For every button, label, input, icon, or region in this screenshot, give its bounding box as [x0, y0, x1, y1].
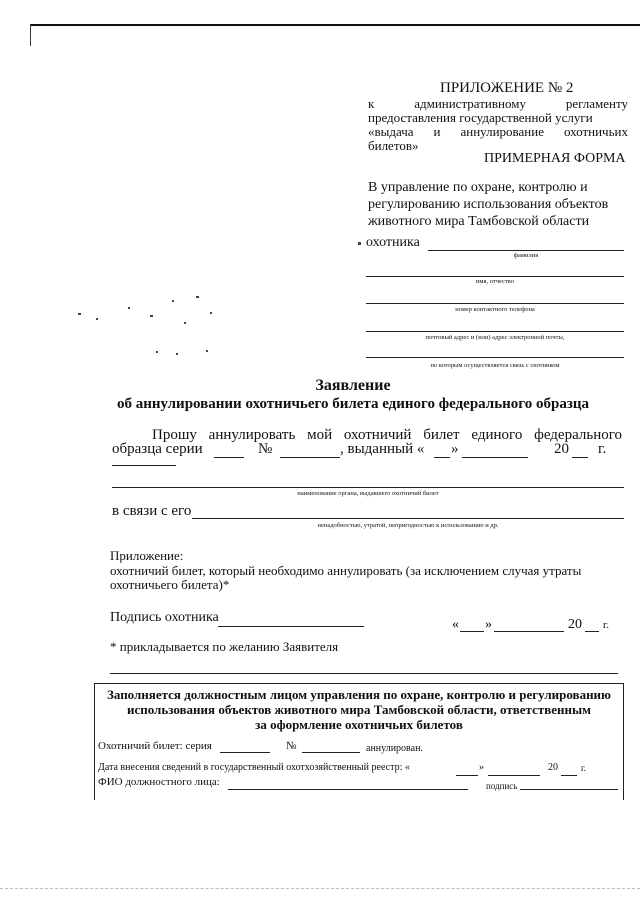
addressee-line-3: животного мира Тамбовской области — [368, 214, 590, 229]
issued-year-field[interactable] — [572, 457, 588, 458]
number-field[interactable] — [280, 457, 340, 458]
sample-form-label: ПРИМЕРНАЯ ФОРМА — [484, 151, 626, 166]
official-signature-label: подпись — [486, 781, 518, 791]
phone-caption: номер контактного телефона — [455, 306, 535, 313]
name-caption: имя, отчество — [475, 278, 515, 285]
registry-label: Дата внесения сведений в государственный охотхозяйственный реестр: « — [98, 762, 410, 773]
address-caption: почтовый адрес и (или) адрес электронной почты, — [425, 334, 565, 341]
issued-day-field[interactable] — [434, 457, 450, 458]
scan-speck — [150, 315, 153, 317]
signature-year-prefix: 20 — [568, 617, 582, 632]
attachment-label: Приложение: — [110, 548, 184, 563]
official-heading-1: Заполняется должностным лицом управления по охране, контролю и регулированию — [107, 687, 611, 702]
body-word: мой — [307, 427, 333, 443]
reg-word: аннулирование — [460, 124, 544, 139]
reason-field[interactable] — [192, 518, 624, 519]
ticket-status: аннулирован. — [366, 743, 423, 754]
scan-speck — [128, 307, 130, 309]
page-border-top — [30, 24, 640, 26]
attachment-line-1: охотничий билет, который необходимо аннулировать (за исключением случая утраты — [110, 563, 582, 578]
body-word: Прошу — [152, 427, 197, 443]
attachment-line-2: охотничьего билета)* — [110, 577, 230, 592]
signature-label: Подпись охотника — [110, 610, 219, 625]
document-subtitle: об аннулировании охотничьего билета единого федерального образца — [116, 396, 589, 412]
scan-speck — [184, 322, 186, 324]
continuation-field[interactable] — [112, 465, 176, 466]
issued-quote-close: » — [451, 441, 459, 457]
reg-word: регламенту — [565, 96, 628, 111]
reg-word: административному — [414, 96, 526, 111]
signature-year-suffix: г. — [603, 619, 610, 631]
body-word: охотничий — [343, 427, 412, 443]
footnote-divider — [110, 673, 618, 674]
signature-year-field[interactable] — [585, 631, 599, 632]
issued-month-field[interactable] — [462, 457, 528, 458]
body-word: федерального — [534, 427, 622, 443]
official-signature-field[interactable] — [520, 789, 618, 790]
scan-speck — [196, 296, 199, 298]
body-word: единого — [471, 427, 523, 443]
signature-date-open: « — [452, 617, 459, 632]
signature-month-field[interactable] — [494, 631, 564, 632]
scan-speck — [96, 318, 98, 320]
surname-field[interactable] — [428, 250, 624, 251]
registry-quote-close: » — [479, 762, 484, 773]
official-name-label: ФИО должностного лица: — [98, 776, 220, 788]
signature-field[interactable] — [218, 626, 364, 627]
ticket-label: Охотничий билет: серия — [98, 740, 212, 752]
registry-year-prefix: 20 — [548, 762, 558, 773]
registry-year-field[interactable] — [561, 775, 577, 776]
issuer-field[interactable] — [112, 487, 624, 488]
ticket-number-sign: № — [286, 740, 297, 752]
surname-caption: фамилия — [513, 252, 539, 259]
footnote: * прикладывается по желанию Заявителя — [110, 639, 339, 654]
number-sign: № — [258, 441, 273, 457]
scan-speck — [210, 312, 212, 314]
issued-label: , выданный « — [340, 441, 425, 457]
ticket-number-field[interactable] — [302, 752, 360, 753]
signature-day-field[interactable] — [460, 631, 484, 632]
series-label: образца серии — [112, 441, 203, 457]
contact-caption: по которым осуществляется связь с охотником — [430, 362, 560, 369]
scan-speck — [358, 242, 361, 245]
issued-year-suffix: г. — [598, 441, 607, 457]
regulation-line-2: предоставления государственной услуги — [368, 110, 593, 125]
from-hunter-label: охотника — [366, 235, 420, 250]
page-border-left — [30, 24, 31, 46]
scan-speck — [78, 313, 81, 315]
issuer-caption: наименование органа, выдавшего охотничий билет — [297, 490, 439, 497]
issued-year-prefix: 20 — [554, 441, 569, 457]
regulation-line-4: билетов» — [368, 138, 419, 153]
reason-label: в связи с его — [112, 503, 192, 519]
appendix-title: ПРИЛОЖЕНИЕ № 2 — [440, 80, 574, 96]
scan-edge-bottom — [0, 888, 640, 889]
addressee-line-2: регулированию использования объектов — [368, 197, 609, 212]
scan-speck — [176, 353, 178, 355]
body-word: аннулировать — [208, 427, 296, 443]
name-field[interactable] — [366, 276, 624, 277]
contact-field[interactable] — [366, 357, 624, 358]
addressee-line-1: В управление по охране, контролю и — [368, 180, 588, 195]
reg-word: и — [433, 124, 441, 139]
registry-day-field[interactable] — [456, 775, 478, 776]
signature-date-close: » — [485, 617, 492, 632]
scan-speck — [156, 351, 158, 353]
address-field[interactable] — [366, 331, 624, 332]
series-field[interactable] — [214, 457, 244, 458]
reg-word: «выдача — [368, 124, 414, 139]
scan-speck — [172, 300, 174, 302]
document-title: Заявление — [315, 377, 391, 394]
reg-word: охотничьих — [563, 124, 628, 139]
reg-word: к — [368, 96, 375, 111]
ticket-series-field[interactable] — [220, 752, 270, 753]
official-heading-3: за оформление охотничьих билетов — [255, 717, 463, 732]
body-word: билет — [423, 427, 460, 443]
phone-field[interactable] — [366, 303, 624, 304]
reason-caption: ненадобностью, утратой, непригодностью к использованию и др. — [317, 522, 499, 529]
scan-speck — [206, 350, 208, 352]
official-heading-2: использования объектов животного мира Тамбовской области, ответственным — [126, 702, 592, 717]
registry-month-field[interactable] — [488, 775, 540, 776]
registry-year-suffix: г. — [581, 763, 586, 773]
official-name-field[interactable] — [228, 789, 468, 790]
